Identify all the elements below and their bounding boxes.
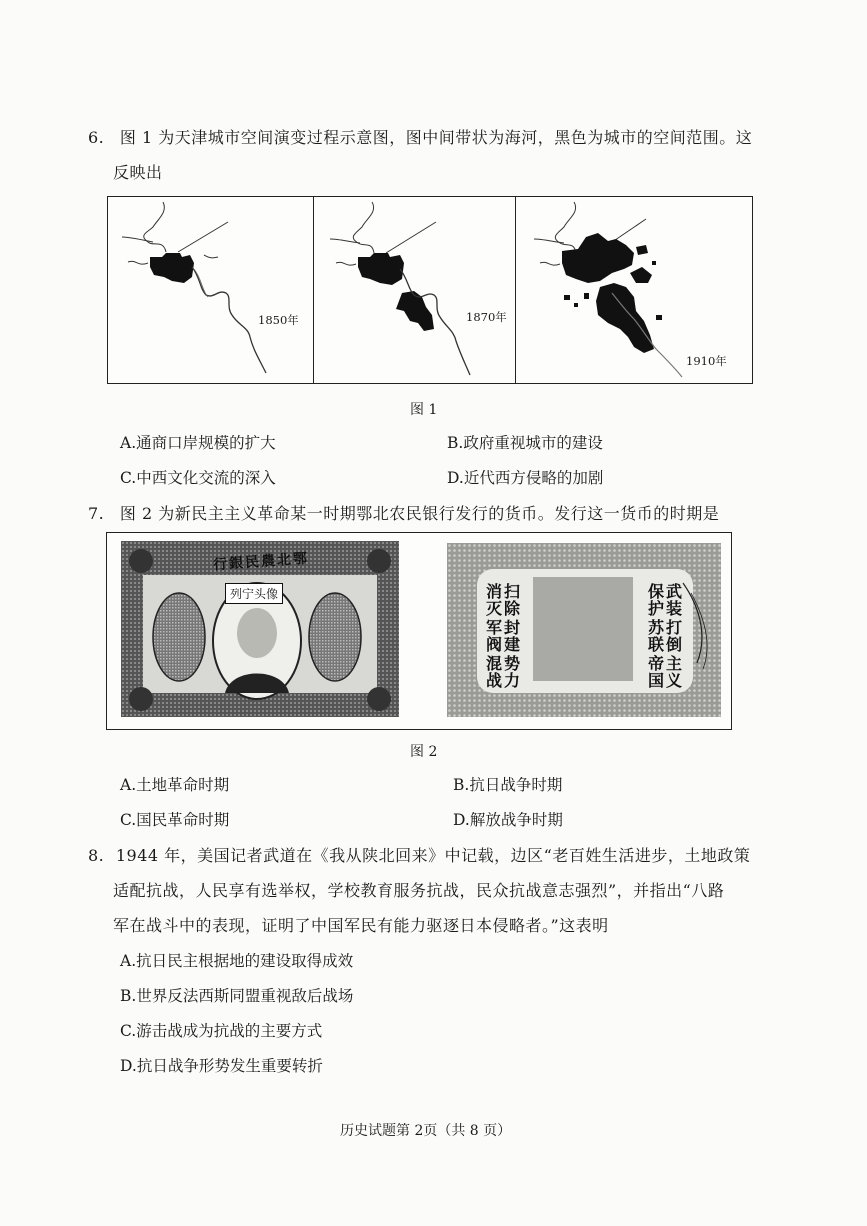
figure-1-caption: 图 1 (410, 402, 438, 418)
q8-number: 8. (88, 846, 105, 865)
q6-number: 6. (88, 128, 105, 147)
map-panel-1910 (515, 197, 753, 383)
q8-option-b[interactable] (120, 985, 353, 1007)
q6-text-1: 图 1 为天津城市空间演变过程示意图，图中间带状为海河，黑色为城市的空间范围。这 (119, 128, 753, 147)
option-text: 抗日民主根据地的建设取得成效 (136, 952, 354, 970)
option-letter: B. (120, 987, 137, 1005)
option-text: 通商口岸规模的扩大 (136, 434, 276, 452)
slogan-col-11: 帝国 (647, 654, 664, 690)
slogan-col-7: 保护 (647, 582, 664, 618)
q8-option-c[interactable] (120, 1020, 322, 1042)
map-panel-1870 (313, 197, 516, 383)
option-letter: A. (120, 776, 137, 794)
option-text: 抗日战争形势发生重要转折 (136, 1057, 323, 1075)
q7-number: 7. (88, 504, 105, 523)
slogan-col-3: 军阀 (485, 618, 502, 654)
option-text: 中西文化交流的深入 (136, 469, 276, 487)
q7-option-d[interactable] (453, 809, 563, 831)
slogan-col-5: 混战 (485, 654, 502, 690)
q8-stem-line3: 军在战斗中的表现，证明了中国军民有能力驱逐日本侵略者。”这表明 (113, 916, 609, 935)
q8-option-a[interactable] (120, 950, 353, 972)
option-text: 土地革命时期 (136, 776, 230, 794)
banknote-back (447, 543, 721, 717)
q6-option-a[interactable] (120, 432, 276, 454)
slogan-col-4: 封建 (503, 618, 520, 654)
option-letter: C. (120, 811, 137, 829)
banknote-title: 行銀民農北鄂 (212, 550, 310, 574)
option-text: 国民革命时期 (136, 811, 230, 829)
option-text: 解放战争时期 (469, 811, 563, 829)
q6-option-c[interactable] (120, 467, 276, 489)
figure-1-maps (107, 196, 753, 384)
slogan-col-9: 苏联 (647, 618, 664, 654)
map-year-1910: 1910年 (686, 354, 727, 368)
q8-stem-line1 (88, 845, 750, 867)
map-1870-drawing (314, 197, 516, 383)
option-letter: D. (453, 811, 470, 829)
map-year-1870: 1870年 (466, 310, 507, 324)
map-1850-drawing (108, 197, 313, 383)
option-letter: B. (447, 434, 464, 452)
figure-2-caption: 图 2 (410, 744, 438, 760)
banknote-front (121, 541, 399, 717)
slogan-col-12: 主义 (665, 654, 682, 690)
q6-option-b[interactable] (447, 432, 603, 454)
q6-stem-line1 (88, 127, 752, 149)
option-letter: D. (447, 469, 464, 487)
option-text: 抗日战争时期 (469, 776, 563, 794)
option-letter: A. (120, 952, 137, 970)
slogan-col-8: 武装 (665, 582, 682, 618)
figure-2-banknote (106, 532, 732, 730)
q8-text-1: 1944 年，美国记者武道在《我从陕北回来》中记载，边区“老百姓生活进步，土地政策 (115, 846, 751, 865)
slogan-col-10: 打倒 (665, 618, 682, 654)
option-text: 游击战成为抗战的主要方式 (136, 1022, 323, 1040)
q8-stem-line2: 适配抗战，人民享有选举权，学校教育服务抗战，民众抗战意志强烈”，并指出“八路 (113, 881, 725, 900)
slogan-col-6: 势力 (503, 654, 520, 690)
option-text: 世界反法西斯同盟重视敌后战场 (136, 987, 354, 1005)
slogan-col-2: 扫除 (503, 582, 520, 618)
option-letter: C. (120, 469, 137, 487)
option-letter: A. (120, 434, 137, 452)
q7-option-b[interactable] (453, 774, 562, 796)
q6-stem-line2: 反映出 (113, 163, 163, 182)
option-letter: B. (453, 776, 470, 794)
map-year-1850: 1850年 (258, 313, 299, 327)
slogan-col-1: 消灭 (485, 582, 502, 618)
page-footer: 历史试题第 2页（共 8 页） (340, 1123, 512, 1139)
q7-option-a[interactable] (120, 774, 229, 796)
q6-option-d[interactable] (447, 467, 603, 489)
map-panel-1850 (108, 197, 313, 383)
option-letter: D. (120, 1057, 137, 1075)
option-letter: C. (120, 1022, 137, 1040)
q7-option-c[interactable] (120, 809, 229, 831)
portrait-label: 列宁头像 (225, 583, 283, 604)
q8-option-d[interactable] (120, 1055, 323, 1077)
q7-text: 图 2 为新民主主义革命某一时期鄂北农民银行发行的货币。发行这一货币的时期是 (119, 504, 720, 523)
q7-stem (88, 503, 719, 525)
option-text: 政府重视城市的建设 (463, 434, 603, 452)
option-text: 近代西方侵略的加剧 (463, 469, 604, 487)
